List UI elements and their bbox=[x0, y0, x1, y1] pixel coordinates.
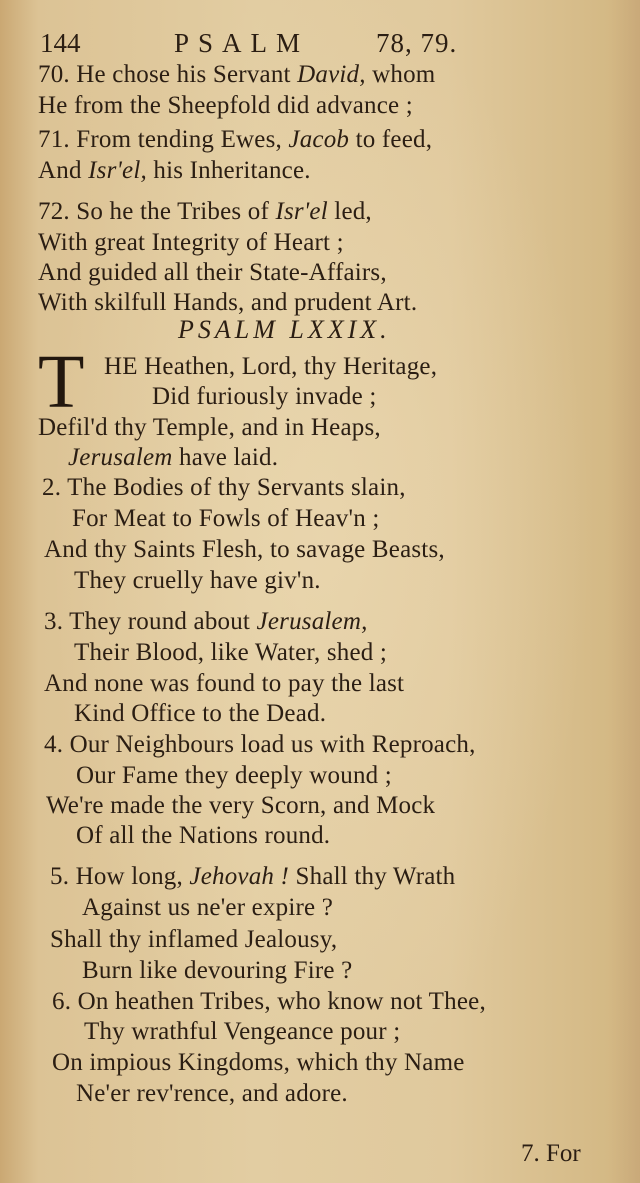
verse-line: Defil'd thy Temple, and in Heaps, bbox=[38, 414, 381, 441]
drop-cap: T bbox=[38, 340, 85, 424]
verse-line: Kind Office to the Dead. bbox=[74, 700, 327, 727]
verse-line: For Meat to Fowls of Heav'n ; bbox=[72, 505, 380, 532]
verse-line: Their Blood, like Water, shed ; bbox=[74, 639, 388, 666]
verse-line: 3. They round about Jerusalem, bbox=[44, 608, 368, 635]
verse-line: 5. How long, Jehovah ! Shall thy Wrath bbox=[50, 863, 456, 890]
verse-line: Against us ne'er expire ? bbox=[82, 894, 334, 921]
verse-line: Of all the Nations round. bbox=[76, 822, 331, 849]
verse-line: 4. Our Neighbours load us with Reproach, bbox=[44, 731, 476, 758]
verse-line: Burn like devouring Fire ? bbox=[82, 957, 353, 984]
verse-line: Shall thy inflamed Jealousy, bbox=[50, 926, 338, 953]
verse-line: Our Fame they deeply wound ; bbox=[76, 762, 392, 789]
verse-line: We're made the very Scorn, and Mock bbox=[46, 792, 436, 819]
verse-line: HE Heathen, Lord, thy Heritage, bbox=[104, 353, 438, 380]
page-number: 144 bbox=[40, 28, 81, 58]
verse-line: Jerusalem have laid. bbox=[68, 444, 279, 471]
verse-line: And guided all their State-Affairs, bbox=[38, 259, 387, 286]
psalm-numbers: 78, 79. bbox=[376, 28, 458, 58]
verse-line: He from the Sheepfold did advance ; bbox=[38, 92, 413, 119]
verse-line: Did furiously invade ; bbox=[152, 383, 377, 410]
verse-line: 71. From tending Ewes, Jacob to feed, bbox=[38, 126, 433, 153]
verse-line: With skilfull Hands, and prudent Art. bbox=[38, 289, 418, 316]
verse-line: Ne'er rev'rence, and adore. bbox=[76, 1080, 348, 1107]
verse-line: They cruelly have giv'n. bbox=[74, 567, 321, 594]
verse-line: With great Integrity of Heart ; bbox=[38, 229, 344, 256]
catchword: 7. For bbox=[521, 1140, 581, 1167]
verse-line: 2. The Bodies of thy Servants slain, bbox=[42, 474, 406, 501]
running-title: PSALM bbox=[174, 28, 310, 58]
verse-line: And thy Saints Flesh, to savage Beasts, bbox=[44, 536, 445, 563]
psalm-heading: PSALM LXXIX. bbox=[178, 315, 391, 344]
verse-line: 72. So he the Tribes of Isr'el led, bbox=[38, 198, 372, 225]
verse-line: Thy wrathful Vengeance pour ; bbox=[84, 1018, 401, 1045]
verse-line: 6. On heathen Tribes, who know not Thee, bbox=[52, 988, 486, 1015]
verse-line: 70. He chose his Servant David, whom bbox=[38, 61, 436, 88]
verse-line: On impious Kingdoms, which thy Name bbox=[52, 1049, 465, 1076]
verse-line: And none was found to pay the last bbox=[44, 670, 405, 697]
verse-line: And Isr'el, his Inheritance. bbox=[38, 157, 311, 184]
